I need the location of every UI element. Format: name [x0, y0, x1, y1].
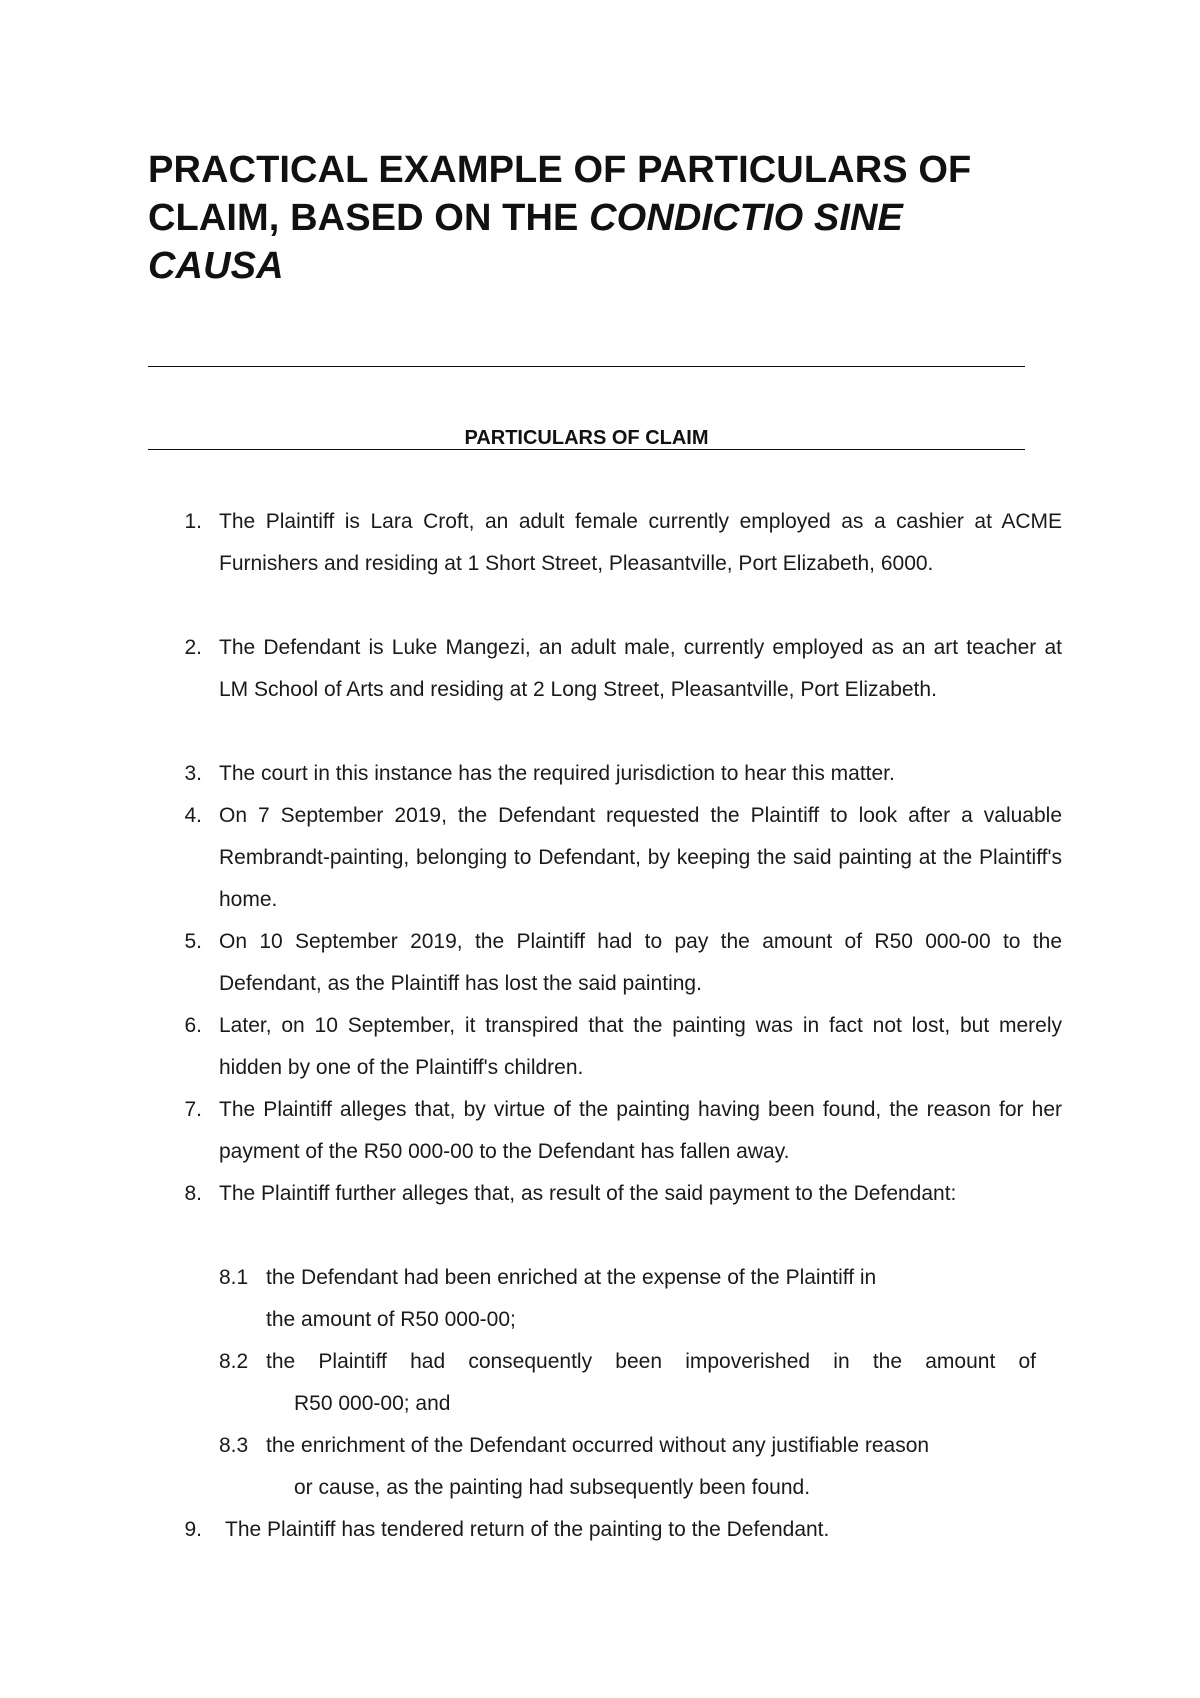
paragraph-text: The Defendant is Luke Mangezi, an adult male, currently employed as an art teacher at LM School of Arts and residing at 2 Long Street, Pleasantville, Port Elizabeth. [219, 636, 1062, 701]
paragraph-text: The Plaintiff alleges that, by virtue of the painting having been found, the reason for her payment of the R50 000-00 to the Defendant has fallen away. [219, 1098, 1062, 1163]
subparagraph-line: the Defendant had been enriched at the expense of the Plaintiff in [266, 1266, 877, 1289]
horizontal-rule [148, 366, 1025, 367]
title-italic-text: CONDICTIO SINE CAUSA [148, 197, 903, 287]
paragraph-text: On 10 September 2019, the Plaintiff had to pay the amount of R50 000-00 to the Defendant, as the Plaintiff has lost the said painting. [219, 930, 1062, 995]
subparagraph-number: 8.3 [219, 1434, 249, 1457]
paragraph-text: The Plaintiff has tendered return of the painting to the Defendant. [225, 1518, 830, 1541]
paragraph-number: 5. [184, 930, 202, 953]
paragraph-number: 8. [184, 1182, 202, 1205]
subparagraph-line: the Plaintiff had consequently been impoverished in the amount of [266, 1350, 1036, 1373]
paragraph-number: 3. [184, 762, 202, 785]
document-title [148, 146, 1048, 290]
subparagraph-number: 8.1 [219, 1266, 249, 1289]
heading-underline [148, 449, 1025, 450]
paragraph-text: Later, on 10 September, it transpired that the painting was in fact not lost, but merely hidden by one of the Plaintiff's children. [219, 1014, 1062, 1079]
paragraph-text: The Plaintiff further alleges that, as result of the said payment to the Defendant: [219, 1182, 957, 1205]
paragraph-number: 9. [184, 1518, 202, 1541]
paragraph-number: 2. [184, 636, 202, 659]
title-text: PRACTICAL EXAMPLE OF PARTICULARS OF CLAIM, BASED ON THE [148, 149, 972, 239]
paragraph-text: On 7 September 2019, the Defendant requested the Plaintiff to look after a valuable Rembrandt-painting, belonging to Defendant, by keeping the said painting at the Plaintiff's home. [219, 804, 1062, 911]
subparagraph-line: R50 000-00; and [294, 1392, 451, 1415]
paragraph-text: The court in this instance has the required jurisdiction to hear this matter. [219, 762, 895, 785]
subparagraph-line: the enrichment of the Defendant occurred without any justifiable reason [266, 1434, 930, 1457]
subparagraph-line: or cause, as the painting had subsequently been found. [294, 1476, 811, 1499]
paragraph-text: The Plaintiff is Lara Croft, an adult female currently employed as a cashier at ACME Furnishers and residing at 1 Short Street, Pleasantville, Port Elizabeth, 6000. [219, 510, 1062, 575]
subparagraph-number: 8.2 [219, 1350, 249, 1373]
section-heading: PARTICULARS OF CLAIM [464, 427, 709, 449]
subparagraph-line: the amount of R50 000-00; [266, 1308, 516, 1331]
paragraph-number: 1. [184, 510, 202, 533]
paragraph-number: 4. [184, 804, 202, 827]
paragraph-number: 6. [184, 1014, 202, 1037]
paragraph-number: 7. [184, 1098, 202, 1121]
